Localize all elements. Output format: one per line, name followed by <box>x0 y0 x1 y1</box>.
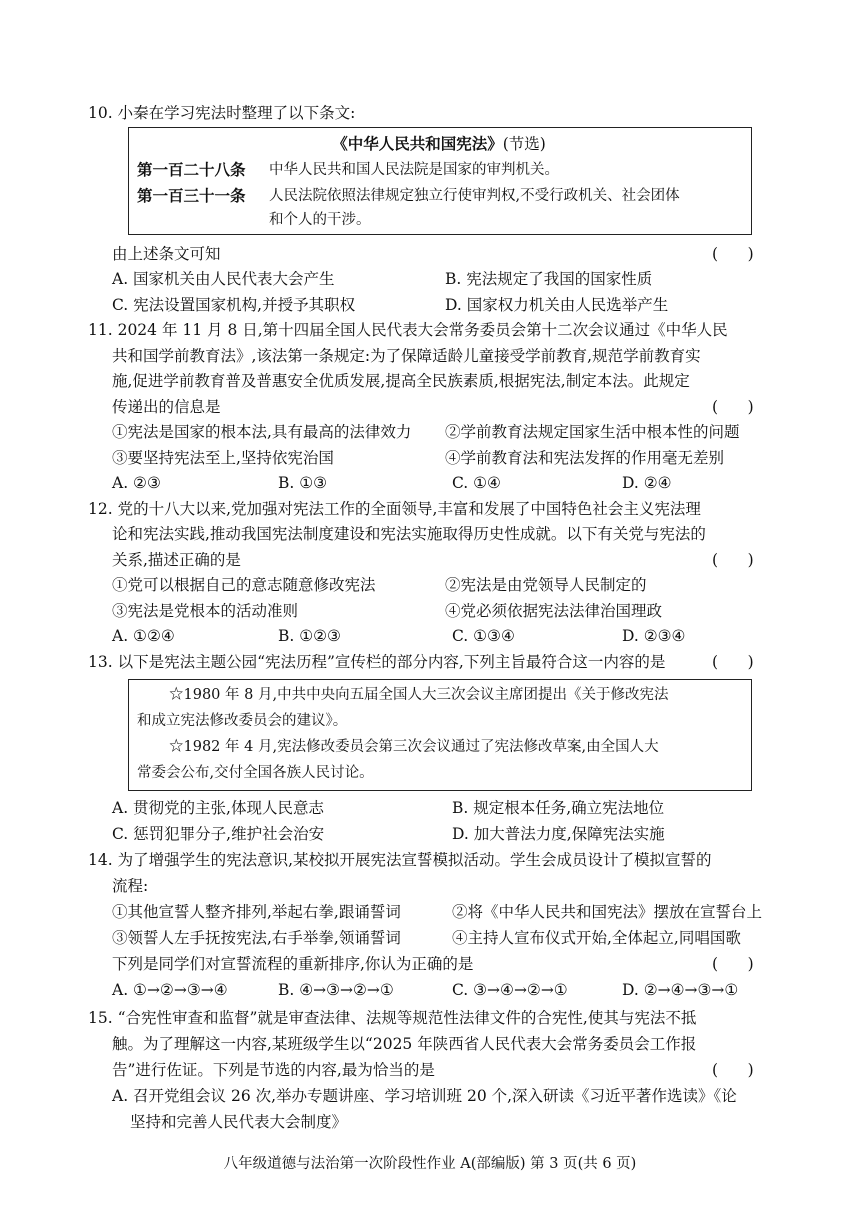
q11-stem-line4: 传递出的信息是 <box>112 398 221 416</box>
q11-item-1: ①宪法是国家的根本法,具有最高的法律效力 <box>112 423 412 441</box>
q12-option-a: A. ①②④ <box>112 627 175 645</box>
q13-option-c: C. 惩罚犯罪分子,维护社会治安 <box>112 825 325 843</box>
q10-option-d: D. 国家权力机关由人民选举产生 <box>445 296 669 314</box>
q12-answer-paren: ( ) <box>712 551 754 569</box>
q13-answer-paren: ( ) <box>712 653 754 671</box>
q13-option-d: D. 加大普法力度,保障宪法实施 <box>452 825 665 843</box>
q10-art128-label: 第一百二十八条 <box>137 161 246 179</box>
q10-option-c: C. 宪法设置国家机构,并授予其职权 <box>112 296 356 314</box>
q14-stem-line1: 14. 为了增强学生的宪法意识,某校拟开展宪法宣誓模拟活动。学生会成员设计了模拟宣誓的 <box>88 851 712 869</box>
q12-option-d: D. ②③④ <box>622 627 686 645</box>
q12-stem-line3: 关系,描述正确的是 <box>112 551 241 569</box>
q11-item-3: ③要坚持宪法至上,坚持依宪治国 <box>112 449 334 467</box>
q12-item-2: ②宪法是由党领导人民制定的 <box>445 576 647 594</box>
q14-option-c: C. ③→④→②→① <box>452 981 568 999</box>
q12-item-4: ④党必须依据宪法法律治国理政 <box>445 602 663 620</box>
q13-box-para1-line2: 和成立宪法修改委员会的建议》。 <box>137 713 348 729</box>
q13-box-para2-line1: ☆1982 年 4 月,宪法修改委员会第三次会议通过了宪法修改草案,由全国人大 <box>169 739 659 755</box>
q11-option-d: D. ②④ <box>622 474 672 492</box>
q13-option-b: B. 规定根本任务,确立宪法地位 <box>452 799 665 817</box>
q14-question: 下列是同学们对宣誓流程的重新排序,你认为正确的是 <box>112 955 474 973</box>
q11-item-2: ②学前教育法规定国家生活中根本性的问题 <box>445 423 740 441</box>
q11-stem-line1: 11. 2024 年 11 月 8 日,第十四届全国人民代表大会常务委员会第十二次会议通过《中华人民 <box>88 321 728 339</box>
q14-step-2: ②将《中华人民共和国宪法》摆放在宣誓台上 <box>452 903 763 921</box>
q14-step-1: ①其他宣誓人整齐排列,举起右拳,跟诵誓词 <box>112 903 401 921</box>
q12-option-b: B. ①②③ <box>278 627 341 645</box>
q14-option-d: D. ②→④→③→① <box>622 981 739 999</box>
q13-option-a: A. 贯彻党的主张,体现人民意志 <box>112 799 324 817</box>
q10-art131-text-2: 和个人的干涉。 <box>269 212 371 228</box>
q10-question: 由上述条文可知 <box>112 245 221 263</box>
q11-stem-line3: 施,促进学前教育普及普惠安全优质发展,提高全民族素质,根据宪法,制定本法。此规定 <box>112 372 690 390</box>
q13-box-para2-line2: 常委会公布,交付全国各族人民讨论。 <box>137 765 374 781</box>
q10-stem: 10. 小秦在学习宪法时整理了以下条文: <box>88 104 356 122</box>
q11-stem-line2: 共和国学前教育法》,该法第一条规定:为了保障适龄儿童接受学前教育,规范学前教育实 <box>112 347 701 365</box>
q15-stem-line1: 15. “合宪性审查和监督”就是审查法律、法规等规范性法律文件的合宪性,使其与宪法不抵 <box>88 1009 697 1027</box>
q10-box-title-main: 《中华人民共和国宪法》 <box>332 135 503 153</box>
q10-box-title-note: (节选) <box>502 135 546 153</box>
q10-art131-text-1: 人民法院依照法律规定独立行使审判权,不受行政机关、社会团体 <box>269 188 680 204</box>
q12-item-1: ①党可以根据自己的意志随意修改宪法 <box>112 576 376 594</box>
q15-option-a-line1: A. 召开党组会议 26 次,举办专题讲座、学习培训班 20 个,深入研读《习近平著作选读》《论 <box>112 1087 737 1105</box>
q11-answer-paren: ( ) <box>712 398 754 416</box>
q14-step-4: ④主持人宣布仪式开始,全体起立,同唱国歌 <box>452 929 741 947</box>
q14-stem-line2: 流程: <box>112 877 149 895</box>
q12-option-c: C. ①③④ <box>452 627 515 645</box>
q15-option-a-line2: 坚持和完善人民代表大会制度》 <box>130 1113 348 1131</box>
q10-constitution-excerpt-box <box>128 127 752 235</box>
q14-option-b: B. ④→③→②→① <box>278 981 394 999</box>
q15-stem-line2: 触。为了理解这一内容,某班级学生以“2025 年陕西省人民代表大会常务委员会工作报 <box>112 1035 697 1053</box>
q11-option-b: B. ①③ <box>278 474 328 492</box>
q10-art128-text: 中华人民共和国人民法院是国家的审判机关。 <box>269 162 559 178</box>
q15-answer-paren: ( ) <box>712 1061 754 1079</box>
q11-option-a: A. ②③ <box>112 474 161 492</box>
q14-option-a: A. ①→②→③→④ <box>112 981 228 999</box>
q13-history-board-box <box>128 679 752 791</box>
page-footer: 八年级道德与法治第一次阶段性作业 A(部编版) 第 3 页(共 6 页) <box>223 1156 637 1172</box>
q14-step-3: ③领誓人左手抚按宪法,右手举拳,领诵誓词 <box>112 929 401 947</box>
q12-stem-line1: 12. 党的十八大以来,党加强对宪法工作的全面领导,丰富和发展了中国特色社会主义宪法理 <box>88 500 701 518</box>
q10-answer-paren: ( ) <box>712 245 754 263</box>
q15-stem-line3: 告”进行佐证。下列是节选的内容,最为恰当的是 <box>112 1061 435 1079</box>
q10-box-title <box>129 133 749 155</box>
q11-option-c: C. ①④ <box>452 474 501 492</box>
q10-option-a: A. 国家机关由人民代表大会产生 <box>112 270 335 288</box>
q13-stem: 13. 以下是宪法主题公园“宪法历程”宣传栏的部分内容,下列主旨最符合这一内容的是 <box>88 653 666 671</box>
q12-stem-line2: 论和宪法实践,推动我国宪法制度建设和宪法实施取得历史性成就。以下有关党与宪法的 <box>112 525 706 543</box>
q12-item-3: ③宪法是党根本的活动准则 <box>112 602 299 620</box>
q13-box-para1-line1: ☆1980 年 8 月,中共中央向五届全国人大三次会议主席团提出《关于修改宪法 <box>169 687 669 703</box>
q11-item-4: ④学前教育法和宪法发挥的作用毫无差别 <box>445 449 725 467</box>
q10-option-b: B. 宪法规定了我国的国家性质 <box>445 270 653 288</box>
q10-art131-label: 第一百三十一条 <box>137 187 246 205</box>
q14-answer-paren: ( ) <box>712 955 754 973</box>
